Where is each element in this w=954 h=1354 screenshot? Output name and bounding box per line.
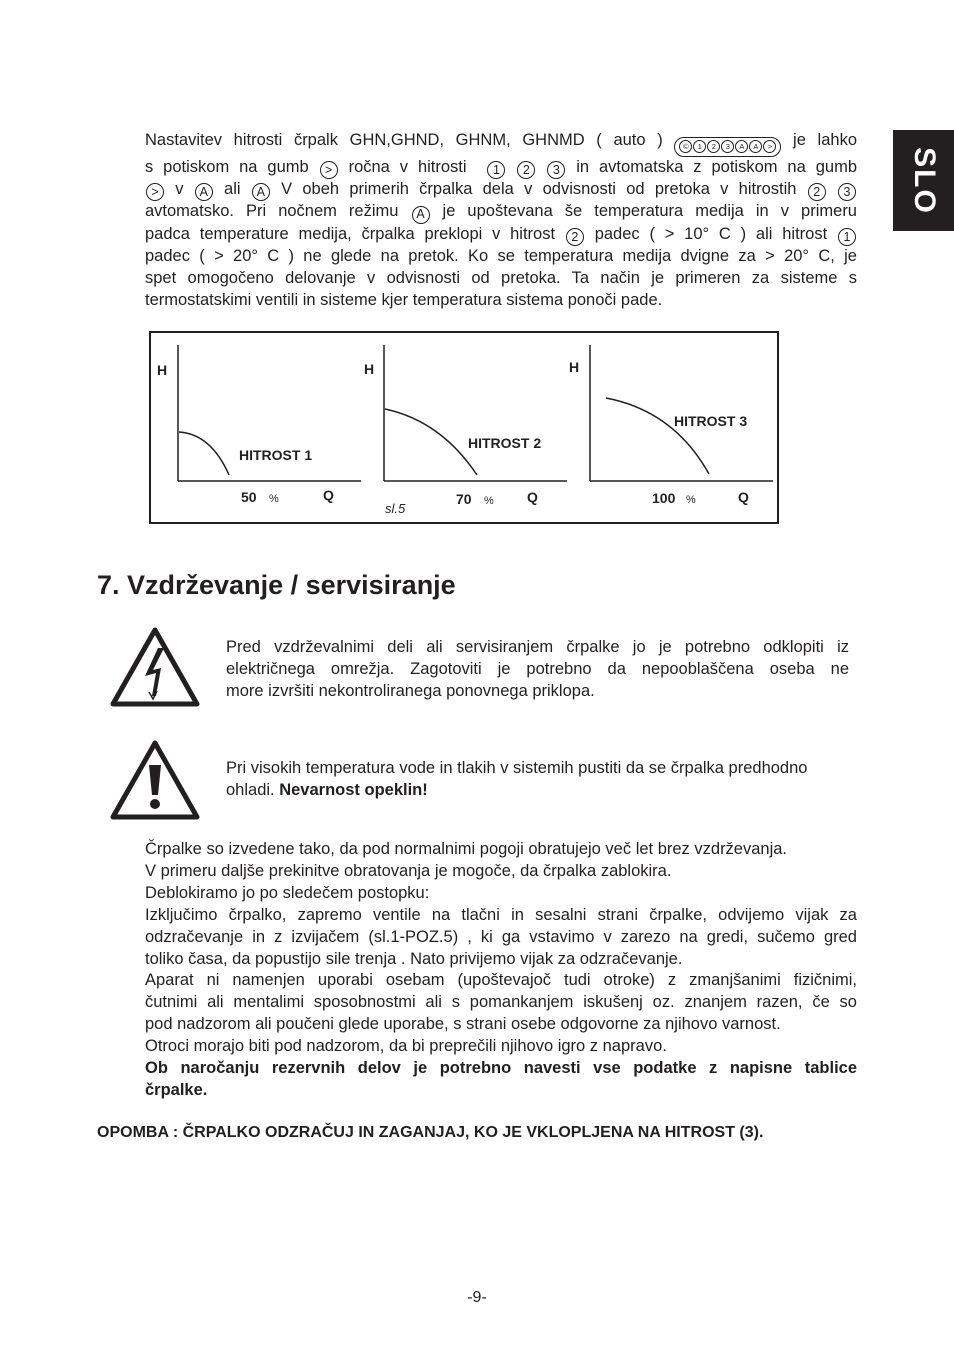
symbol: A — [749, 140, 762, 153]
speed-3-icon: 3 — [838, 183, 856, 201]
intro-text: s potiskom na gumb — [145, 157, 309, 176]
body-line: Otroci morajo biti pod nadzorom, da bi preprečili njihovo igro z napravo. — [145, 1037, 667, 1056]
general-warning-icon — [109, 739, 201, 821]
body-line-bold: Ob naročanju rezervnih delov je potrebno navesti vse podatke z napisne tablice — [145, 1059, 857, 1078]
note-text: OPOMBA : ČRPALKO ODZRAČUJ IN ZAGANJAJ, KO JE VKLOPLJENA NA HITROST (3). — [97, 1124, 764, 1141]
symbol: 1 — [693, 140, 706, 153]
intro-line-2 — [145, 157, 857, 179]
speed-curve-2 — [385, 409, 477, 475]
curve-panel-1 — [157, 345, 361, 505]
language-tab — [893, 130, 954, 231]
warning-line: Pred vzdrževalnimi deli ali servisiranjem črpalke jo je potrebno odklopiti iz — [226, 638, 849, 656]
intro-line-8: termostatskimi ventili in sisteme kjer temperatura sistema ponoči pade. — [145, 290, 663, 309]
danger-emphasis: Nevarnost opeklin! — [279, 780, 428, 799]
intro-text: padca temperature medija, črpalka preklopi v hitrost — [145, 224, 556, 243]
symbol: 3 — [721, 140, 734, 153]
curve-panel-2 — [364, 345, 567, 516]
symbol: © — [679, 140, 692, 153]
curve-label: HITROST 3 — [674, 413, 748, 429]
q-label: Q — [323, 487, 334, 503]
percent-value: 100 — [652, 490, 676, 506]
intro-text: je lahko — [793, 131, 857, 149]
speed-2-icon: 2 — [566, 228, 584, 246]
speed-2-icon: 2 — [517, 161, 535, 179]
body-line: odzračevanje in z izvijačem (sl.1-POZ.5) , ki ga vstavimo v zarezo na gredi, sučemo gred — [145, 927, 857, 946]
body-line: Deblokiramo jo po sledečem postopku: — [145, 883, 430, 902]
speed-2-icon: 2 — [808, 183, 826, 201]
intro-text: padec ( > 10° C ) ali hitrost — [594, 224, 828, 243]
speed-1-icon: 1 — [838, 228, 856, 246]
warning-line — [226, 780, 849, 802]
speed-curve-1 — [179, 432, 229, 475]
symbol: A — [735, 140, 748, 153]
intro-text: Nastavitev hitrosti črpalk GHN,GHND, GHNM, GHNMD ( auto ) — [145, 131, 663, 149]
curve-label: HITROST 2 — [468, 435, 542, 451]
button-symbol-icon: > — [146, 183, 164, 201]
body-line: Aparat ni namenjen uporabi osebam (upoštevajoč tudi otroke) z zmanjšanimi fizičnimi, — [145, 971, 857, 990]
pump-curves-figure — [149, 331, 779, 524]
section-heading: 7. Vzdrževanje / servisiranje — [97, 570, 456, 600]
body-line: pod nadzorom ali poučeni glede uporabe, s strani osebe odgovorne za njihovo varnost. — [145, 1015, 781, 1034]
button-symbol-icon: > — [320, 161, 338, 179]
body-line: V primeru daljše prekinitve obratovanja je mogoče, da črpalka zablokira. — [145, 861, 672, 880]
night-mode-icon: A — [412, 206, 430, 224]
figure-caption: sl.5 — [385, 501, 406, 516]
percent-sign: % — [686, 494, 696, 506]
intro-line-1 — [145, 130, 857, 157]
page-number: -9- — [467, 1289, 487, 1306]
symbol: > — [763, 140, 776, 153]
intro-paragraph — [145, 130, 857, 311]
q-label: Q — [527, 489, 538, 505]
body-line: čutnimi ali mentalimi sposobnostmi ali s pomankanjem iskušenj oz. znanjem razen, če so — [145, 993, 857, 1012]
speed-1-icon: 1 — [487, 161, 505, 179]
warning-line: Pri visokih temperatura vode in tlakih v sistemih pustiti da se črpalka predhodno — [226, 759, 808, 777]
body-line: toliko časa, da popustijo sile trenja . Nato privijemo vijak za odzračevanje. — [145, 949, 683, 968]
intro-line-5 — [145, 224, 857, 246]
warning-text: ohladi. — [226, 780, 275, 799]
symbol: 2 — [707, 140, 720, 153]
intro-line-7: spet omogočeno delovanje v odvisnosti od pretoka. Ta način je primeren za sisteme s — [145, 268, 857, 287]
warning-hot-text — [226, 758, 849, 802]
percent-sign: % — [269, 493, 279, 505]
h-label: H — [364, 361, 375, 377]
mode-selector-icon — [674, 137, 781, 157]
warning-electric-text — [226, 637, 849, 703]
intro-text: ali — [224, 180, 241, 198]
intro-text: ročna v hitrosti — [348, 157, 467, 176]
percent-sign: % — [484, 495, 494, 507]
percent-value: 70 — [456, 491, 472, 507]
body-line: Črpalke so izvedene tako, da pod normalnimi pogoji obratujejo več let brez vzdrževanja. — [145, 840, 788, 858]
auto-mode-icon: A — [195, 183, 213, 201]
speed-curve-3 — [606, 398, 709, 474]
intro-text: avtomatsko. Pri nočnem režimu — [145, 202, 399, 221]
night-mode-icon: A — [252, 183, 270, 201]
h-label: H — [157, 362, 168, 378]
language-tab-label: SLO — [907, 146, 941, 215]
q-label: Q — [738, 489, 749, 505]
body-line: Izključimo črpalko, zapremo ventile na tlačni in sesalni strani črpalke, odvijemo vijak za — [145, 905, 857, 924]
intro-text: V obeh primerih črpalka dela v odvisnosti od pretoka v hitrostih — [281, 180, 797, 198]
intro-text: je upoštevana še temperatura medija in v primeru — [442, 202, 857, 221]
electric-shock-warning-icon — [109, 626, 201, 708]
warning-line: more izvršiti nekontroliranega ponovnega priklopa. — [226, 681, 595, 700]
intro-text: v — [175, 180, 184, 198]
intro-line-4 — [145, 201, 857, 223]
intro-text: in avtomatska z potiskom na gumb — [576, 157, 857, 176]
speed-3-icon: 3 — [547, 161, 565, 179]
curve-label: HITROST 1 — [239, 447, 313, 463]
intro-line-3 — [145, 179, 857, 201]
maintenance-body — [145, 839, 857, 1102]
intro-line-6: padec ( > 20° C ) ne glede na pretok. Ko se temperatura medija dvigne za > 20° C, je — [145, 246, 857, 265]
percent-value: 50 — [241, 489, 257, 505]
curve-panel-3 — [569, 345, 773, 506]
body-line-bold: črpalke. — [145, 1080, 208, 1099]
warning-line: električnega omrežja. Zagotoviti je potrebno da nepooblaščena oseba ne — [226, 659, 849, 678]
h-label: H — [569, 359, 580, 375]
